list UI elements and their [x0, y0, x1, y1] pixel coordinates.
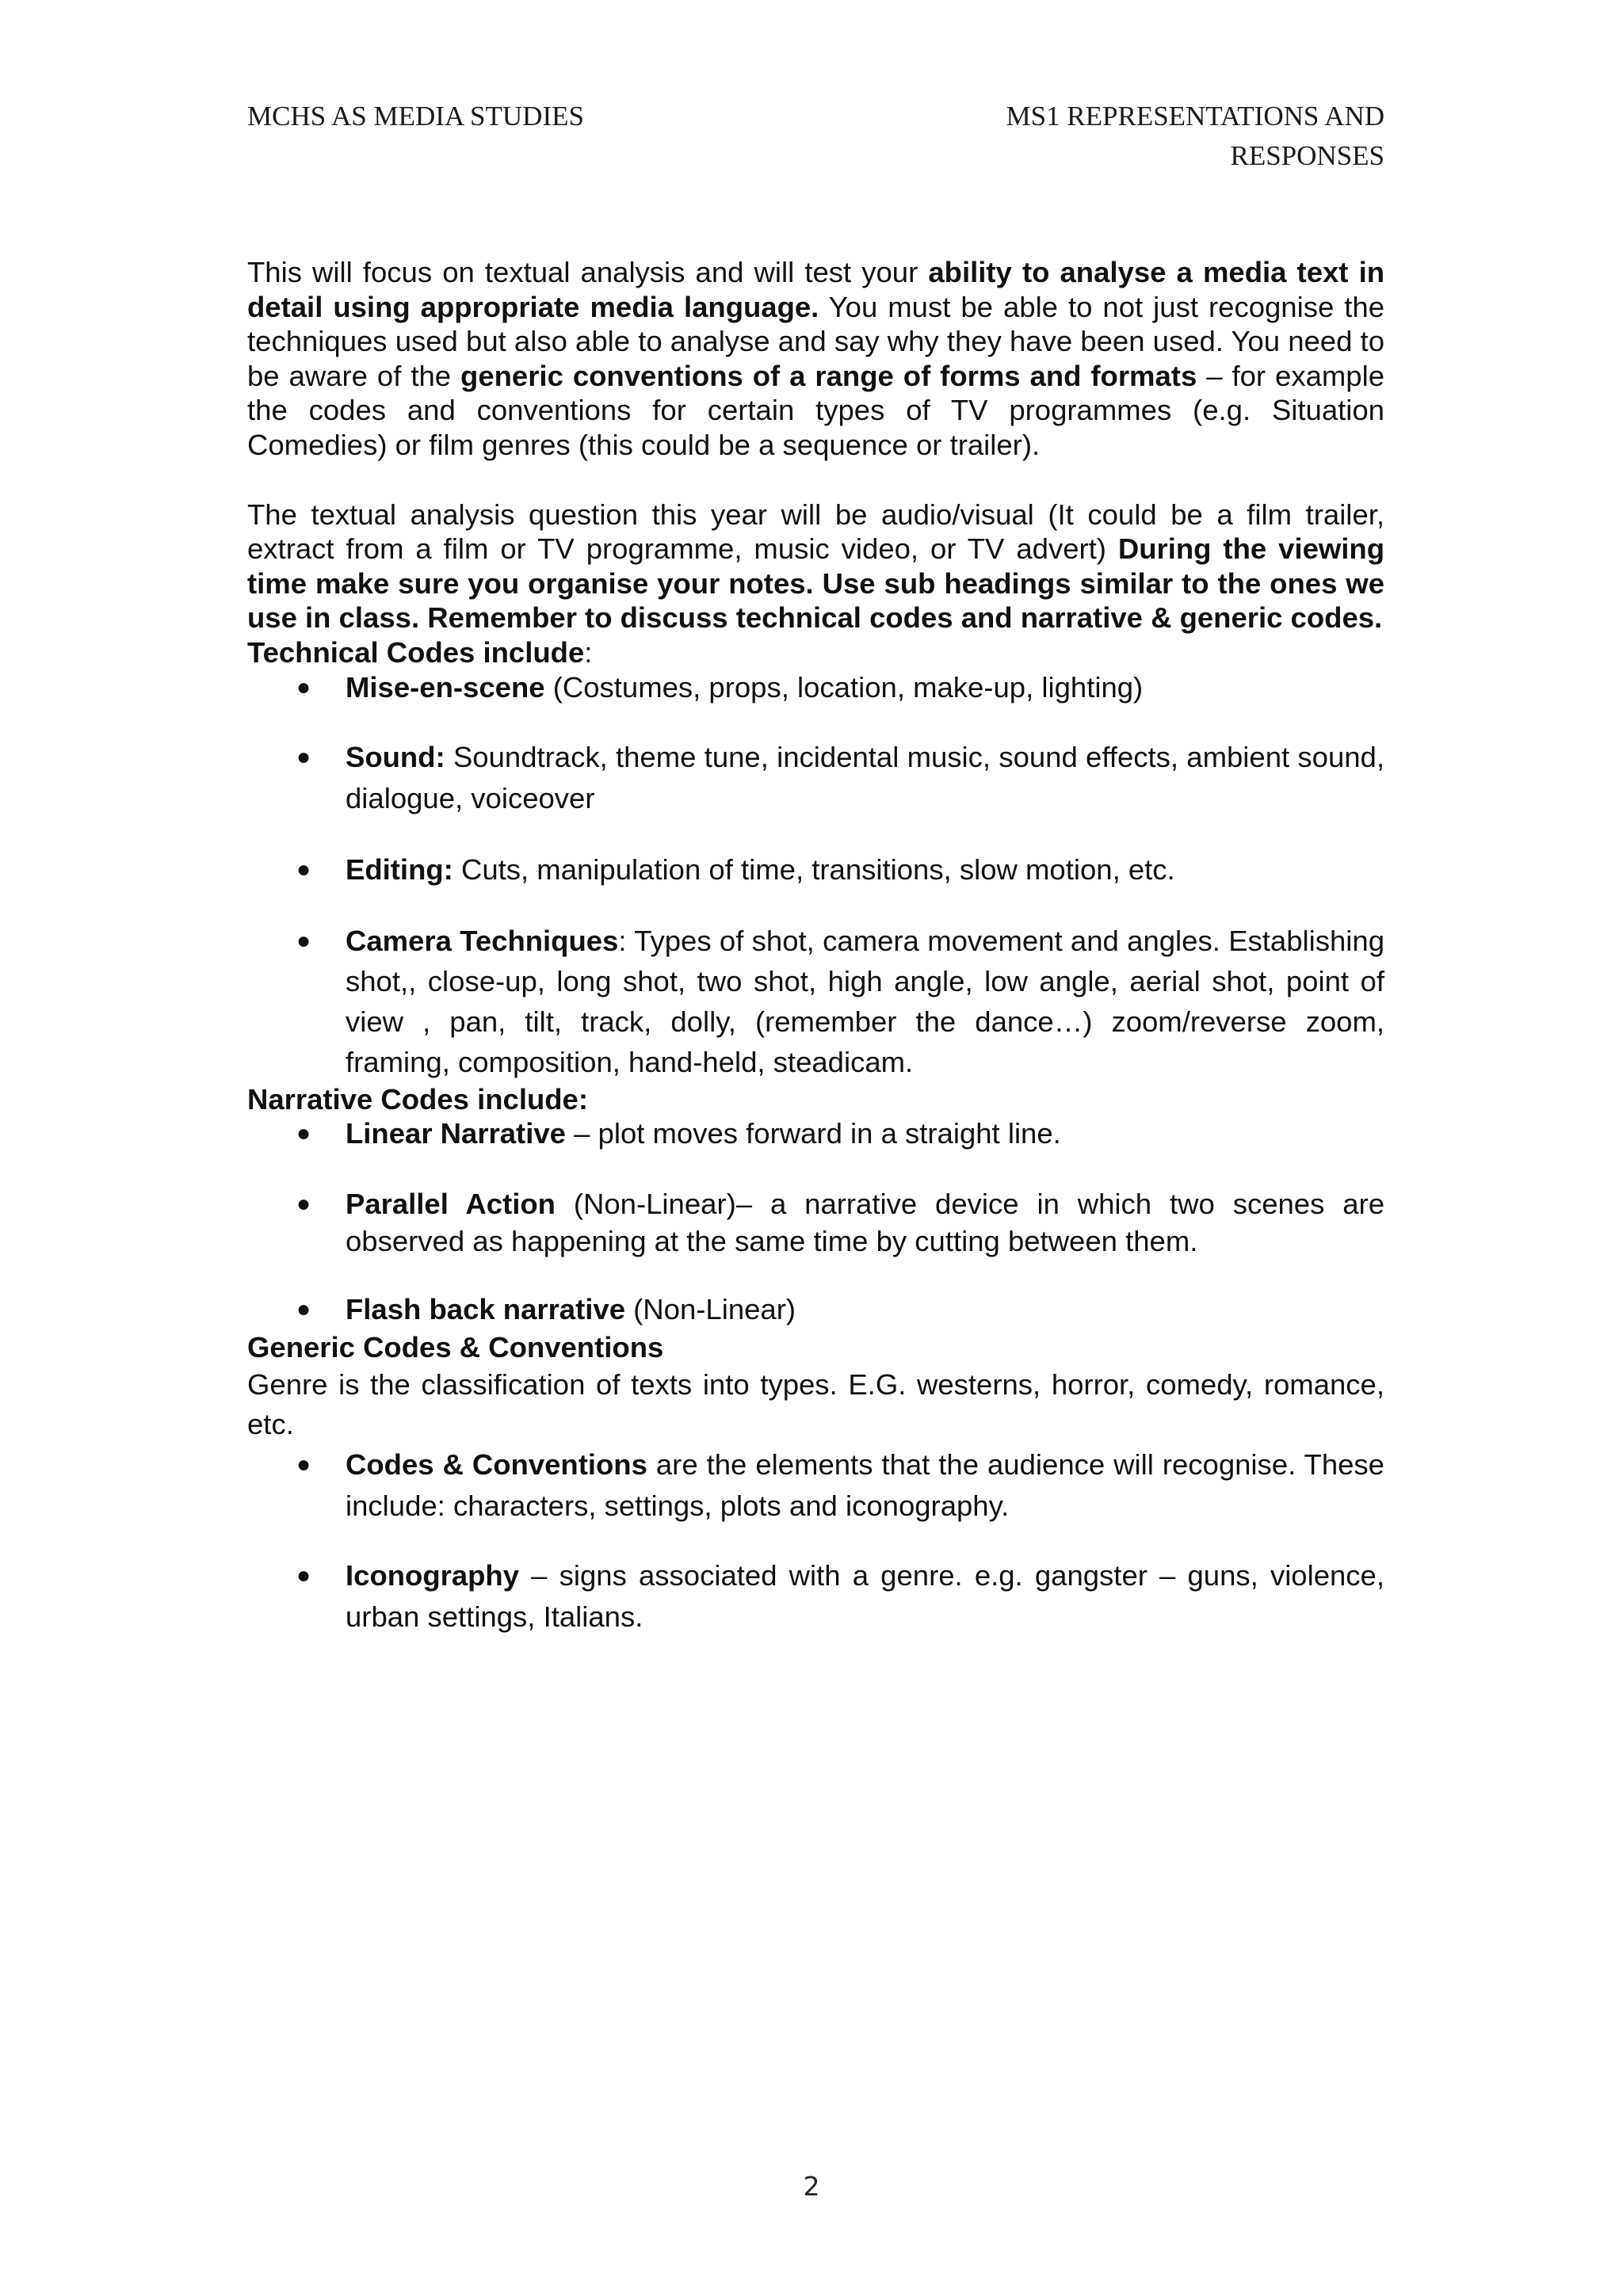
intro-emphasis: generic conventions of a range of forms and formats [460, 359, 1197, 392]
intro-text: – for example the codes and conventions for certain types of TV programmes (e.g. Situation Comedies) or film genres (this could be a sequence or trailer). [247, 359, 1384, 461]
list-item-iconography [247, 1555, 1384, 1638]
page-number: 2 [803, 2171, 820, 2202]
narrative-codes-list [247, 1116, 1384, 1330]
list-item-sound [247, 737, 1384, 819]
list-item-text: are the elements that the audience will recognise. These include: characters, settings, plots and iconography. [346, 1447, 1384, 1522]
list-item-term: Flash back narrative [346, 1293, 626, 1326]
list-item-term: Editing: [346, 852, 453, 886]
bullet-icon: ● [296, 927, 311, 954]
list-item-text: – plot moves forward in a straight line. [565, 1117, 1061, 1150]
bullet-icon: ● [296, 1451, 311, 1478]
intro-paragraph-2 [247, 498, 1384, 635]
list-item-term: Sound: [346, 740, 445, 773]
bullet-icon: ● [296, 856, 311, 883]
intro-paragraph-1 [247, 255, 1384, 463]
list-item-text: (Costumes, props, location, make-up, lighting) [544, 670, 1144, 704]
bullet-icon: ● [296, 743, 311, 770]
header-unit-title [830, 97, 1384, 176]
generic-codes-intro: Genre is the classification of texts into types. E.G. westerns, horror, comedy, romance, etc. [247, 1367, 1384, 1440]
list-item-text: Cuts, manipulation of time, transitions, slow motion, etc. [453, 852, 1175, 886]
intro-text: You must be able to not just recognise the techniques used but also able to analyse and say why they have been used. You need to be aware of the [247, 290, 1384, 392]
list-item-text: : Types of shot, camera movement and angles. Establishing shot,, close-up, long shot, two shot, high angle, low angle, aerial shot, point of view , pan, tilt, track, dolly, (remember the dance…) zoom/reverse zoom, framing, composition, hand-held, steadicam. [346, 924, 1385, 1078]
header-course-title: MCHS AS MEDIA STUDIES [247, 101, 584, 132]
technical-codes-heading-text: Technical Codes include [247, 635, 585, 669]
generic-codes-heading-text: Generic Codes & Conventions [247, 1331, 664, 1364]
list-item-term: Iconography [346, 1558, 520, 1592]
bullet-icon: ● [296, 1562, 311, 1589]
list-item-flash-back [247, 1289, 1384, 1330]
heading-colon: : [584, 635, 593, 669]
narrative-codes-heading-text: Narrative Codes include: [247, 1082, 589, 1116]
list-item-mise-en-scene [247, 670, 1384, 705]
list-item-text: (Non-Linear) [625, 1293, 796, 1326]
bullet-icon: ● [296, 1296, 311, 1323]
list-item-term: Mise-en-scene [346, 670, 545, 704]
list-item-parallel-action [247, 1185, 1384, 1260]
list-item-term: Linear Narrative [346, 1117, 566, 1150]
list-item-text: – signs associated with a genre. e.g. gangster – guns, violence, urban settings, Italians. [346, 1558, 1384, 1633]
header-unit-title-line2: RESPONSES [1230, 140, 1384, 171]
intro-emphasis: During the viewing time make sure you organise your notes. Use sub headings similar to the ones we use in class. Remember to discuss technical codes and narrative & generic codes. [247, 532, 1384, 635]
narrative-codes-heading [247, 1082, 1384, 1117]
list-item-text: (Non-Linear)– a narrative device in which two scenes are observed as happening at the same time by cutting between them. [346, 1188, 1384, 1258]
list-item-text: Soundtrack, theme tune, incidental music, sound effects, ambient sound, dialogue, voiceover [346, 740, 1384, 814]
bullet-icon: ● [296, 673, 311, 700]
intro-emphasis: ability to analyse a media text in detail using appropriate media language. [247, 256, 1385, 323]
technical-codes-list [247, 670, 1384, 1082]
list-item-term: Codes & Conventions [346, 1447, 647, 1481]
list-item-term: Camera Techniques [346, 924, 619, 957]
document-body [247, 255, 1384, 1638]
intro-text: The textual analysis question this year will be audio/visual (It could be a film trailer, extract from a film or TV programme, music video, or TV advert) [247, 498, 1384, 566]
intro-text: This will focus on textual analysis and will test your [247, 256, 929, 288]
header-unit-title-line1: MS1 REPRESENTATIONS AND [1006, 101, 1384, 132]
bullet-icon: ● [296, 1191, 311, 1218]
list-item-codes-conventions [247, 1444, 1384, 1527]
list-item-editing [247, 849, 1384, 891]
generic-codes-list [247, 1444, 1384, 1638]
technical-codes-heading [247, 635, 1384, 670]
list-item-term: Parallel Action [346, 1188, 556, 1221]
generic-codes-heading [247, 1330, 1384, 1365]
bullet-icon: ● [296, 1120, 311, 1147]
list-item-camera-techniques [247, 921, 1384, 1082]
list-item-linear-narrative [247, 1116, 1384, 1151]
